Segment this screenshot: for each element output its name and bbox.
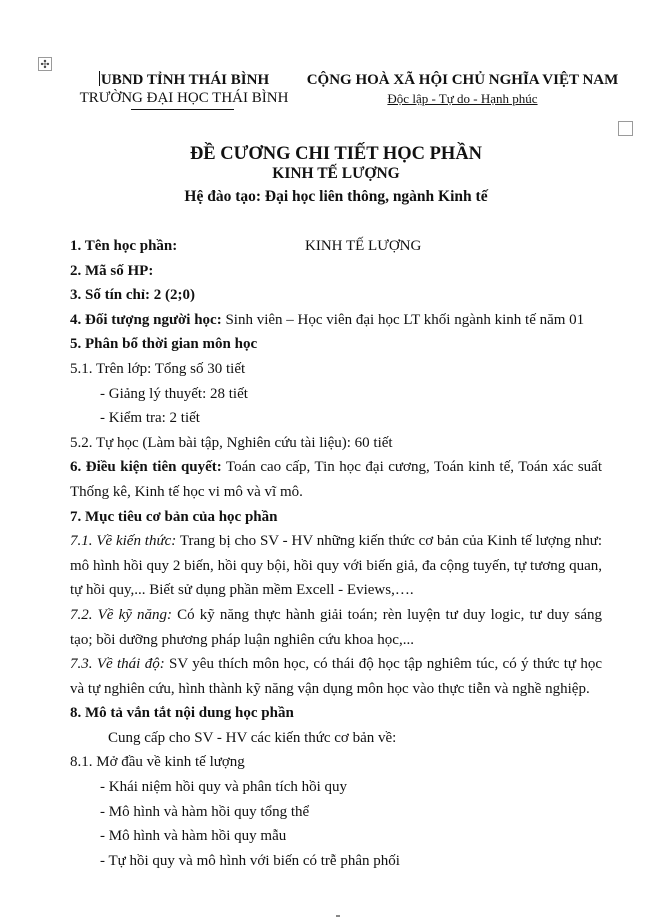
section-2 (70, 259, 602, 284)
section-7 (70, 505, 602, 530)
section-5-item: 5.1. Trên lớp: Tổng số 30 tiết (70, 360, 246, 377)
document-title: ĐỀ CƯƠNG CHI TIẾT HỌC PHẦN (189, 144, 483, 164)
section-8-label: 8. Mô tả vắn tắt nội dung học phần (70, 705, 294, 722)
section-5 (70, 332, 602, 357)
national-title: CỘNG HOÀ XÃ HỘI CHỦ NGHĨA VIỆT NAM (306, 72, 619, 88)
text-frame-box[interactable] (618, 121, 633, 136)
section-1-value: KINH TẾ LƯỢNG (305, 238, 422, 254)
section-8-item: - Mô hình và hàm hồi quy tổng thể (100, 803, 310, 820)
section-7-2 (70, 603, 602, 652)
section-7-1-value: Trang bị cho SV - HV những kiến thức cơ bản của Kinh tế lượng như: mô hình hồi quy 2 biến, hồi quy bội, hồi quy với biến giả, đa cộng tuyến, tự tương quan, tự hồi quy,... Biết sử dụng phần mềm Excell - Eviews,…. (70, 533, 602, 599)
school-name: TRƯỜNG ĐẠI HỌC THÁI BÌNH (79, 90, 289, 106)
section-6 (70, 455, 602, 504)
section-7-1-label: 7.1. Về kiến thức: (70, 533, 177, 550)
section-5-item: 5.2. Tự học (Làm bài tập, Nghiên cứu tài liệu): 60 tiết (70, 434, 393, 451)
section-6-label: 6. Điều kiện tiên quyết: (70, 459, 222, 476)
section-8-intro: Cung cấp cho SV - HV các kiến thức cơ bản về: (108, 729, 397, 746)
document-program: Hệ đào tạo: Đại học liên thông, ngành Kinh tế (184, 188, 488, 205)
header-left-block (70, 71, 298, 107)
section-7-1 (70, 529, 602, 603)
section-3 (70, 283, 602, 308)
national-motto: Độc lập - Tự do - Hạnh phúc (387, 91, 538, 106)
header-left-underline (131, 109, 234, 110)
section-2-label: 2. Mã số HP: (70, 262, 154, 279)
header-left-line1-wrap (70, 71, 298, 90)
title-block (70, 143, 602, 212)
section-5-label: 5. Phân bổ thời gian môn học (70, 336, 258, 353)
section-5-item: - Kiểm tra: 2 tiết (100, 410, 200, 427)
section-7-2-label: 7.2. Về kỹ năng: (70, 606, 173, 623)
section-8-item: - Tự hồi quy và mô hình với biến có trễ phân phối (100, 852, 400, 869)
section-3-label: 3. Số tín chỉ: 2 (2;0) (70, 287, 195, 304)
section-4-value: Sinh viên – Học viên đại học LT khối ngành kinh tế năm 01 (221, 311, 585, 328)
section-5-item: - Giảng lý thuyết: 28 tiết (100, 385, 248, 402)
section-4 (70, 308, 602, 333)
section-8-item: - Mô hình và hàm hồi quy mẫu (100, 828, 287, 845)
section-4-label: 4. Đối tượng người học: (70, 311, 222, 328)
table-move-handle-icon[interactable]: ✣ (38, 57, 52, 71)
section-1 (70, 234, 602, 259)
text-cursor (99, 71, 100, 86)
document-subject: KINH TẾ LƯỢNG (272, 165, 400, 182)
section-7-2-value: Có kỹ năng thực hành giải toán; rèn luyện tư duy logic, tư duy sáng tạo; bồi dưỡng phương pháp luận nghiên cứu khoa học,... (70, 606, 602, 648)
document-body (70, 234, 602, 873)
section-8 (70, 701, 602, 726)
header-right-block (305, 71, 620, 107)
section-8-1: 8.1. Mở đầu về kinh tế lượng (70, 754, 245, 771)
section-7-3 (70, 652, 602, 701)
section-6-value: Toán cao cấp, Tin học đại cương, Toán kinh tế, Toán xác suất Thống kê, Kinh tế học vi mô và vĩ mô. (70, 459, 602, 500)
section-1-label: 1. Tên học phần: (70, 238, 178, 254)
org-name: UBND TỈNH THÁI BÌNH (100, 72, 270, 88)
paragraph-mark (336, 915, 340, 917)
section-7-label: 7. Mục tiêu cơ bản của học phần (70, 508, 278, 525)
section-7-3-label: 7.3. Về thái độ: (70, 656, 165, 673)
section-7-3-value: SV yêu thích môn học, có thái độ học tập nghiêm túc, có ý thức tự học và tự nghiên cứu, hình thành kỹ năng vận dụng môn học vào thực tiễn và nghề nghiệp. (70, 656, 602, 697)
section-8-item: - Khái niệm hồi quy và phân tích hồi quy (100, 779, 348, 796)
